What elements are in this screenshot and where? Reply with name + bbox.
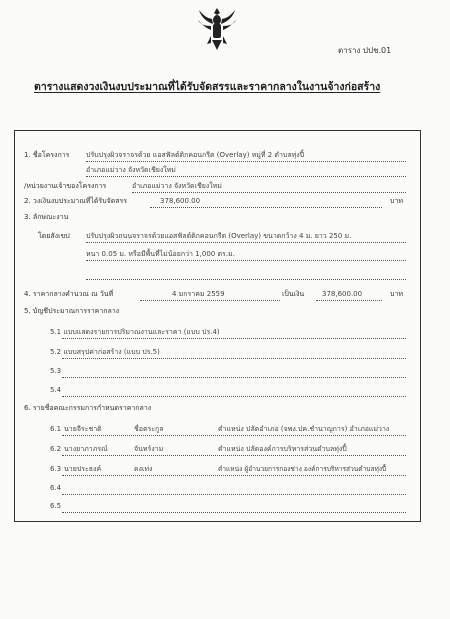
dotted-line [150,207,382,208]
work-description-line2: หนา 0.05 ม. หรือมีพื้นที่ไม่น้อยกว่า 1,000 ตร.ม. [86,250,235,258]
price-schedule-item: 5.1 แบบแสดงรายการปริมาณงานและราคา (แบบ ปร.4) [50,328,220,336]
dotted-line [62,475,406,476]
garuda-emblem [197,6,237,52]
dotted-line [62,358,406,359]
dotted-line [140,300,280,301]
price-schedule-item: 5.3 [50,367,62,375]
dotted-line [62,512,406,513]
dotted-line [62,494,406,495]
committee-member-position: ตำแหน่ง ปลัดอำเภอ (จพง.ปค.ชำนาญการ) อำเภอแม่วาง [218,425,390,433]
dotted-line [132,192,406,193]
committee-label: 6. รายชื่อคณะกรรมการกำหนดราคากลาง [24,404,152,412]
dotted-line [86,242,406,243]
dotted-line [86,260,406,261]
reference-price-unit: บาท [390,290,403,298]
budget-unit: บาท [390,197,403,205]
budget-label: 2. วงเงินงบประมาณที่ได้รับจัดสรร [24,197,128,205]
budget-amount: 378,600.00 [160,197,201,205]
work-description-line1: ปรับปรุงผิวถนนจราจรด้วยแอสฟัลต์ติกคอนกรีต (Overlay) ขนาดกว้าง 4 ม. ยาว 250 ม. [86,232,352,240]
committee-member-no: 6.2 [50,445,62,453]
agency-label: /หน่วยงานเจ้าของโครงการ [24,182,107,190]
agency-value: อำเภอแม่วาง จังหวัดเชียงใหม่ [132,182,222,190]
committee-member-surname: ดงเท่ง [134,465,153,473]
dotted-line [62,396,406,397]
committee-member-no: 6.3 [50,465,62,473]
work-summary-label: โดยสังเขป [38,232,70,240]
committee-member-surname: ชื่อตระกูล [134,425,164,433]
reference-price-amount-label: เป็นเงิน [282,290,305,298]
committee-member-no: 6.4 [50,484,62,492]
dotted-line [62,377,406,378]
dotted-line [62,435,406,436]
price-schedule-label: 5. บัญชีประมาณการราคากลาง [24,307,120,315]
dotted-line [86,279,406,280]
dotted-line [86,176,406,177]
committee-member-position: ตำแหน่ง ผู้อำนวยการกองช่าง องค์การบริหารส่วนตำบลทุ่งปี้ [218,465,387,473]
price-schedule-item: 5.2 แบบสรุปค่าก่อสร้าง (แบบ ปร.5) [50,348,160,356]
reference-price-amount: 378,600.00 [322,290,363,298]
dotted-line [62,338,406,339]
price-schedule-item: 5.4 [50,386,62,394]
form-code: ตาราง ปปช.01 [338,46,392,55]
committee-member-surname: จันทร์งาม [134,445,164,453]
dotted-line [62,455,406,456]
page-title: ตารางแสดงวงเงินงบประมาณที่ได้รับจัดสรรและราคากลางในงานจ้างก่อสร้าง [34,81,381,93]
dotted-line [316,300,382,301]
committee-member-no: 6.1 [50,425,62,433]
committee-member-name: นายประธงค์ [64,465,102,473]
work-type-label: 3. ลักษณะงาน [24,213,69,221]
committee-member-name: นายจีระชาติ [64,425,102,433]
project-name-line2: อำเภอแม่วาง จังหวัดเชียงใหม่ [86,166,176,174]
committee-member-no: 6.5 [50,502,62,510]
dotted-line [86,161,406,162]
reference-price-label: 4. ราคากลางคำนวณ ณ วันที่ [24,290,114,298]
project-name-line1: ปรับปรุงผิวจราจรด้วย แอสฟัลต์ติกคอนกรีต (Overlay) หมู่ที่ 2 ตำบลทุ่งปี้ [86,151,305,159]
project-name-label: 1. ชื่อโครงการ [24,151,70,159]
committee-member-name: นางยาภาภรณ์ [64,445,108,453]
committee-member-position: ตำแหน่ง ปลัดองค์การบริหารส่วนตำบลทุ่งปี้ [218,445,347,453]
reference-price-date: 4 มกราคม 2559 [172,290,225,298]
